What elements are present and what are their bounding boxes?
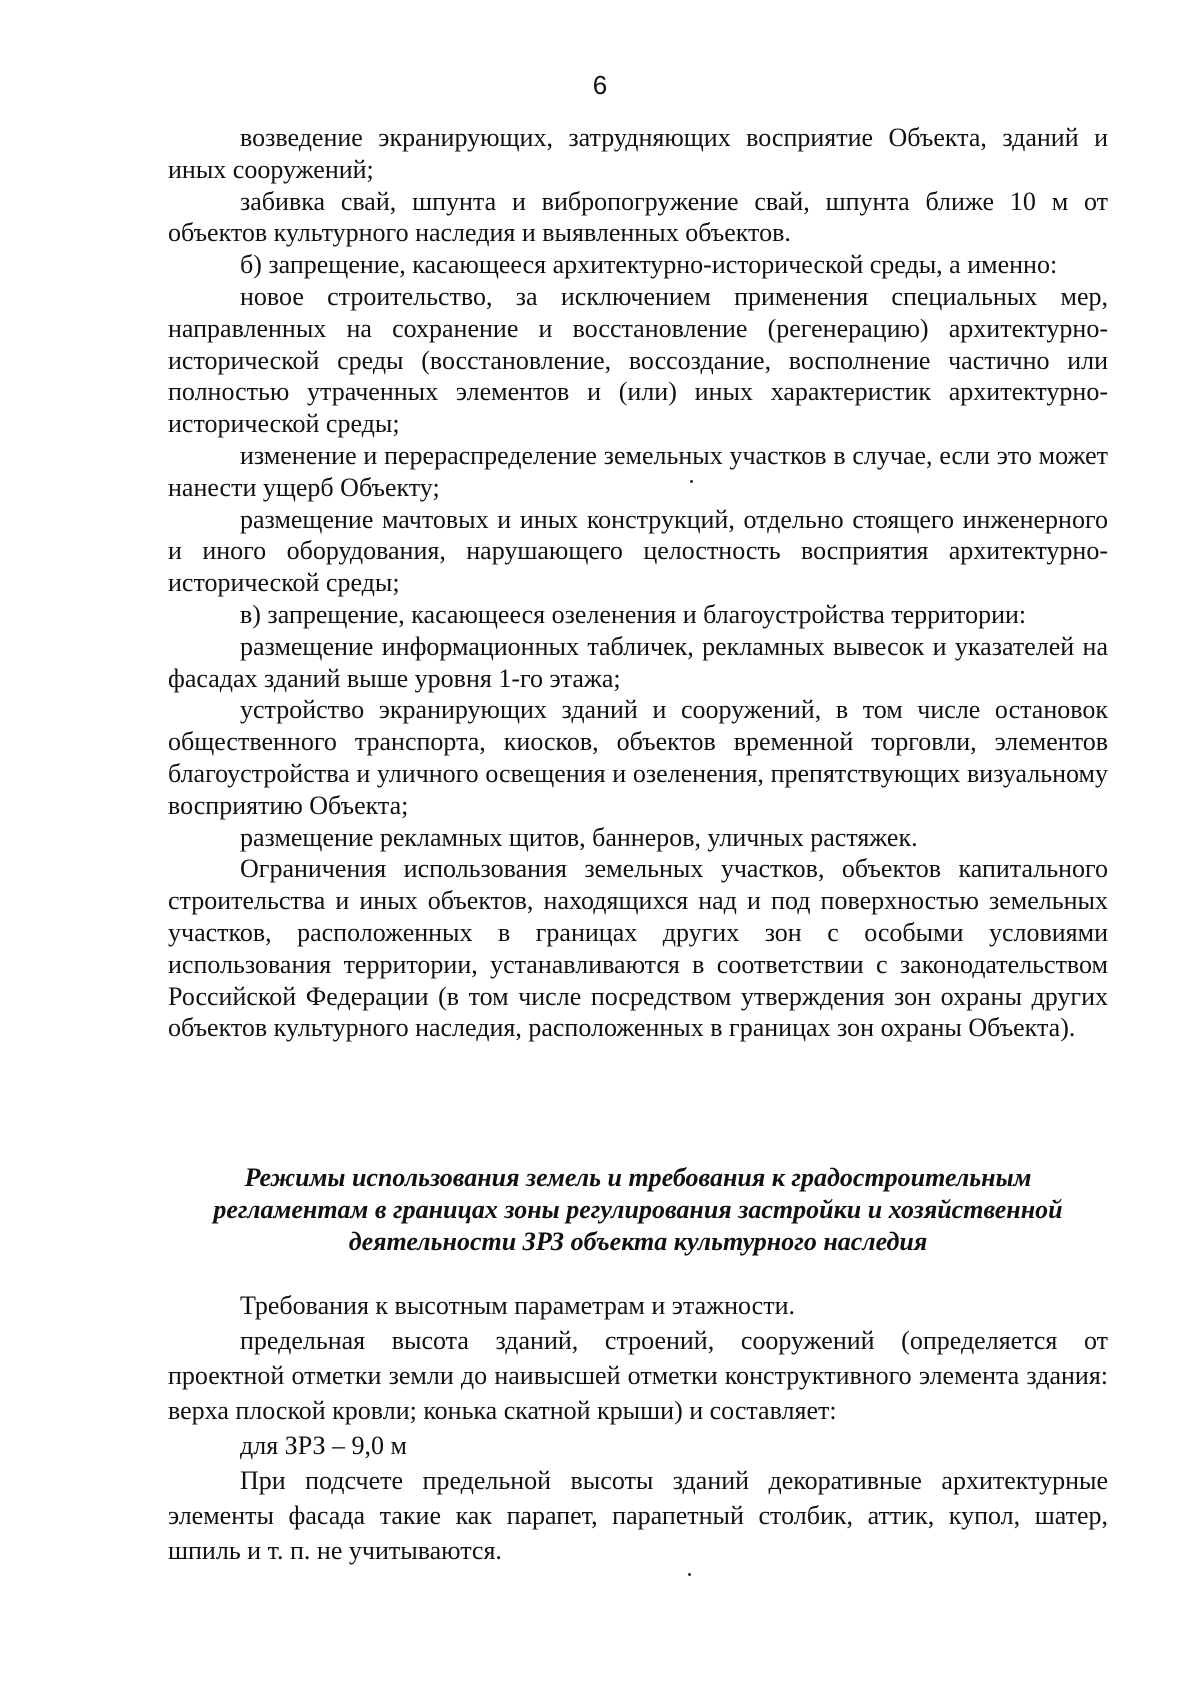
page-number: 6 bbox=[592, 70, 608, 100]
height-requirements-section bbox=[168, 1288, 1108, 1568]
heading-line: регламентам в границах зоны регулирования застройки и хозяйственной bbox=[213, 1194, 1063, 1224]
scan-speck bbox=[690, 480, 693, 483]
paragraph: предельная высота зданий, строений, сооружений (определяется от проектной отметки земли до наивысшей отметки конструктивного элемента здания: верха плоской кровли; конька скатной крыши) и составляет: bbox=[168, 1326, 1108, 1425]
paragraph: размещение информационных табличек, рекламных вывесок и указателей на фасадах зданий выше уровня 1-го этажа; bbox=[168, 631, 1108, 693]
paragraph: размещение мачтовых и иных конструкций, отдельно стоящего инженерного и иного оборудования, нарушающего целостность восприятия архитектурно-исторической среды; bbox=[168, 504, 1108, 598]
heading-line: Режимы использования земель и требования к градостроительным bbox=[244, 1163, 1032, 1192]
paragraph: изменение и перераспределение земельных участков в случае, если это может нанести ущерб Объекту; bbox=[168, 440, 1108, 502]
scan-speck bbox=[688, 1573, 691, 1576]
paragraph: Ограничения использования земельных участков, объектов капитального строительства и иных объектов, находящихся над и под поверхностью земельных участков, расположенных в границах других зон с особыми условиями использования территории, устанавливаются в соответствии с законодательством Российской Федерации (в том числе посредством утверждения зон охраны других объектов культурного наследия, расположенных в границах зон охраны Объекта). bbox=[168, 854, 1108, 1043]
paragraph: При подсчете предельной высоты зданий декоративные архитектурные элементы фасада такие как парапет, парапетный столбик, аттик, купол, шатер, шпиль и т. п. не учитываются. bbox=[168, 1466, 1108, 1565]
paragraph: для ЗРЗ – 9,0 м bbox=[240, 1431, 407, 1460]
paragraph: устройство экранирующих зданий и сооружений, в том числе остановок общественного транспорта, киосков, объектов временной торговли, элементов благоустройства и уличного освещения и озеленения, препятствующих визуальному восприятию Объекта; bbox=[168, 695, 1108, 820]
paragraph: в) запрещение, касающееся озеленения и благоустройства территории: bbox=[240, 599, 1027, 629]
body-text bbox=[168, 122, 1108, 1044]
paragraph: новое строительство, за исключением применения специальных мер, направленных на сохранение и восстановление (регенерацию) архитектурно-исторической среды (восстановление, воссоздание, восполнение частично или полностью утраченных элементов и (или) иных характеристик архитектурно-исторической среды; bbox=[168, 281, 1108, 439]
paragraph: забивка свай, шпунта и вибропогружение свай, шпунта ближе 10 м от объектов культурного наследия и выявленных объектов. bbox=[168, 186, 1108, 248]
heading-line: деятельности ЗРЗ объекта культурного наследия bbox=[348, 1226, 928, 1256]
paragraph: размещение рекламных щитов, баннеров, уличных растяжек. bbox=[240, 822, 918, 852]
section-heading bbox=[168, 1162, 1108, 1257]
paragraph: возведение экранирующих, затрудняющих восприятие Объекта, зданий и иных сооружений; bbox=[168, 123, 1108, 184]
paragraph: Требования к высотным параметрам и этажности. bbox=[240, 1291, 795, 1320]
paragraph: б) запрещение, касающееся архитектурно-исторической среды, а именно: bbox=[240, 250, 1058, 280]
